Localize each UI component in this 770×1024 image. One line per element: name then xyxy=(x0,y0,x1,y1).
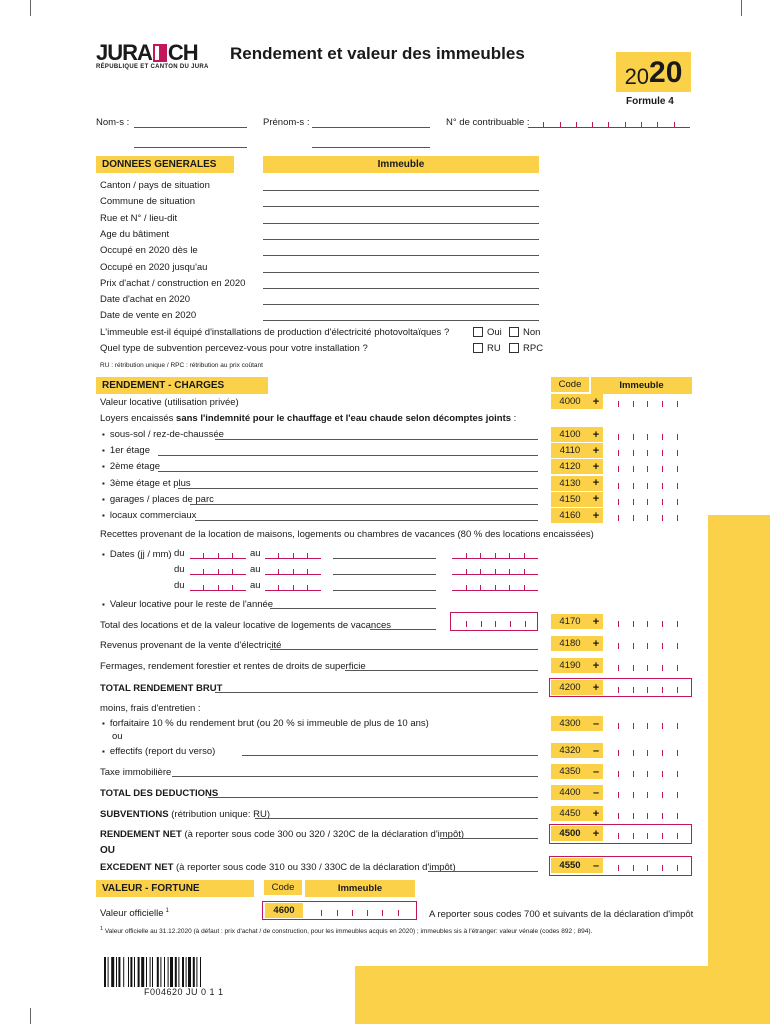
plus-sign: + xyxy=(589,826,603,841)
barcode-bar xyxy=(134,957,135,987)
effectifs-line xyxy=(242,755,538,756)
immeuble-header: Immeuble xyxy=(263,156,539,173)
total-locations-field[interactable] xyxy=(452,614,540,629)
floor-line xyxy=(178,488,538,489)
du-label: du xyxy=(174,548,185,559)
amount-4300-field[interactable] xyxy=(604,716,692,731)
general-row-field[interactable] xyxy=(263,288,539,289)
rpc-label: RPC xyxy=(523,343,544,354)
subvention-question: Quel type de subvention percevez-vous pour votre installation ? xyxy=(100,343,368,354)
oui-label: Oui xyxy=(487,327,502,338)
floor-code: 4150 xyxy=(551,492,589,507)
code-4600: 4600 xyxy=(265,903,303,918)
crop-mark xyxy=(30,0,31,16)
code-4400: 4400 xyxy=(551,785,589,800)
date-to-field[interactable] xyxy=(265,561,321,575)
valeur-immeuble-header: Immeuble xyxy=(305,880,415,897)
barcode-bar xyxy=(160,957,161,987)
crop-mark xyxy=(30,1008,31,1024)
date-row-amount-field[interactable] xyxy=(452,561,538,575)
barcode-bar xyxy=(116,957,117,987)
floor-label: ▪ 3ème étage et plus xyxy=(102,478,191,489)
floor-label: ▪ sous-sol / rez-de-chaussée xyxy=(102,429,224,440)
floor-line xyxy=(195,520,538,521)
code-4000: 4000 xyxy=(551,394,589,409)
barcode-bar xyxy=(150,957,151,987)
form-number: Formule 4 xyxy=(626,96,674,107)
general-row-field[interactable] xyxy=(263,223,539,224)
amount-4170-field[interactable] xyxy=(604,614,692,629)
barcode-bar xyxy=(130,957,132,987)
logo: JURA CH RÉPUBLIQUE ET CANTON DU JURA xyxy=(96,40,209,70)
barcode-bar xyxy=(178,957,179,987)
photovoltaic-question: L'immeuble est-il équipé d'installations de production d'électricité photovoltaïques ? xyxy=(100,327,450,338)
plus-sign: + xyxy=(589,636,603,651)
total-locations-label: Total des locations et de la valeur locative de logements de vacances xyxy=(100,620,391,631)
barcode-bar xyxy=(164,957,165,987)
general-row-label: Canton / pays de situation xyxy=(100,180,210,191)
subventions-line xyxy=(255,818,538,819)
plus-sign: + xyxy=(589,492,603,507)
side-accent xyxy=(708,515,770,1024)
plus-sign: + xyxy=(589,443,603,458)
valeur-officielle-label: Valeur officielle $^1$ xyxy=(100,908,169,920)
floor-amount-field[interactable] xyxy=(604,492,692,507)
barcode-bar xyxy=(182,957,184,987)
barcode-bar xyxy=(157,957,159,987)
page-title: Rendement et valeur des immeubles xyxy=(230,44,525,63)
floor-code: 4120 xyxy=(551,459,589,474)
au-label: au xyxy=(250,580,261,591)
au-label: au xyxy=(250,548,261,559)
fermages-label: Fermages, rendement forestier et rentes de droits de superficie xyxy=(100,661,366,672)
nom-field[interactable] xyxy=(134,127,247,128)
contribuable-field[interactable] xyxy=(528,114,690,128)
barcode-bar xyxy=(196,957,197,987)
amount-4320-field[interactable] xyxy=(604,743,692,758)
date-from-field[interactable] xyxy=(190,577,246,591)
barcode-bar xyxy=(128,957,129,987)
general-row-label: Age du bâtiment xyxy=(100,228,170,240)
floor-line xyxy=(158,455,538,456)
non-label: Non xyxy=(523,327,541,338)
barcode-bar xyxy=(200,957,201,987)
plus-sign: + xyxy=(589,394,603,409)
rendement-net-line xyxy=(440,838,538,839)
recettes-label: Recettes provenant de la location de maisons, logements ou chambres de vacances (80 % des locations encaissées) xyxy=(100,529,594,540)
year-badge: 20 20 xyxy=(616,52,691,92)
code-4300: 4300 xyxy=(551,716,589,731)
date-to-field[interactable] xyxy=(265,577,321,591)
amount-4350-field[interactable] xyxy=(604,764,692,779)
code-4200: 4200 xyxy=(551,680,589,695)
au-label: au xyxy=(250,564,261,575)
prenom-field[interactable] xyxy=(312,127,430,128)
floor-amount-field[interactable] xyxy=(604,427,692,442)
barcode-bar xyxy=(175,957,177,987)
date-row-line[interactable] xyxy=(333,590,436,591)
minus-sign: – xyxy=(589,764,603,779)
general-row-field[interactable] xyxy=(263,304,539,305)
date-row-amount-field[interactable] xyxy=(452,545,538,559)
barcode-bar xyxy=(168,957,169,987)
barcode-bar xyxy=(170,957,173,987)
floor-label: ▪ 1er étage xyxy=(102,445,150,456)
minus-sign: – xyxy=(589,858,603,873)
contribuable-label: N° de contribuable : xyxy=(446,117,530,128)
barcode-bar xyxy=(146,957,147,987)
date-from-field[interactable] xyxy=(190,545,246,559)
plus-sign: + xyxy=(589,508,603,523)
general-header: DONNEES GENERALES xyxy=(96,156,234,173)
floor-label: ▪ garages / places de parc xyxy=(102,494,214,505)
subvention-note: RU : rétribution unique / RPC : rétribution au prix coûtant xyxy=(100,362,263,369)
general-row-label: Prix d'achat / construction en 2020 xyxy=(100,277,246,289)
general-row-label: Date de vente en 2020 xyxy=(100,310,197,322)
rpc-checkbox[interactable] xyxy=(509,343,519,353)
barcode-bar xyxy=(138,957,140,987)
barcode-bar xyxy=(108,957,109,987)
footnote: $^1$ Valeur officielle au 31.12.2020 (à défaut : prix d'achat / de construction, pour les immeubles acquis en 2020) ; immeubles sis à l'étranger: valeur vénale (codes 892 ; 894). xyxy=(100,926,593,936)
valeur-locative-label: Valeur locative (utilisation privée) xyxy=(100,397,239,408)
barcode-bar xyxy=(118,957,120,987)
code-4170: 4170 xyxy=(551,614,589,629)
du-label: du xyxy=(174,564,185,575)
barcode-bar xyxy=(188,957,191,987)
jura-flag-icon xyxy=(153,44,167,62)
code-4180: 4180 xyxy=(551,636,589,651)
code-4450: 4450 xyxy=(551,806,589,821)
rendement-net-label: RENDEMENT NET (à reporter sous code 300 ou 320 / 320C de la déclaration d'impôt) xyxy=(100,829,465,840)
forfaitaire-label: ▪ forfaitaire 10 % du rendement brut (ou 20 % si immeuble de plus de 10 ans) xyxy=(102,718,429,729)
bottom-accent xyxy=(355,966,708,1024)
non-checkbox[interactable] xyxy=(509,327,519,337)
general-row-label: Occupé en 2020 jusqu'au xyxy=(100,261,208,273)
plus-sign: + xyxy=(589,680,603,695)
floor-code: 4160 xyxy=(551,508,589,523)
general-row-field[interactable] xyxy=(263,320,539,321)
plus-sign: + xyxy=(589,806,603,821)
plus-sign: + xyxy=(589,658,603,673)
effectifs-label: ▪ effectifs (report du verso) xyxy=(102,746,215,757)
code-4190: 4190 xyxy=(551,658,589,673)
general-row-label: Rue et N° / lieu-dit xyxy=(100,212,178,224)
amount-4180-field[interactable] xyxy=(604,636,692,651)
amount-4000-field[interactable] xyxy=(604,394,692,409)
code-4500: 4500 xyxy=(551,826,589,841)
total-deductions-line xyxy=(208,797,538,798)
date-row-line[interactable] xyxy=(333,558,436,559)
nom-label: Nom-s : xyxy=(96,117,130,128)
code-4350: 4350 xyxy=(551,764,589,779)
fermages-line xyxy=(345,670,538,671)
prenom-field-2[interactable] xyxy=(312,147,430,148)
barcode-bar xyxy=(186,957,187,987)
barcode-bar xyxy=(193,957,195,987)
general-row-label: Date d'achat en 2020 xyxy=(100,294,191,306)
loyers-label: Loyers encaissés sans l'indemnité pour le chauffage et l'eau chaude selon décomptes joints : xyxy=(100,413,517,424)
general-row-field[interactable] xyxy=(263,239,539,240)
plus-sign: + xyxy=(589,427,603,442)
report-note: A reporter sous codes 700 et suivants de la déclaration d'impôt xyxy=(429,909,694,920)
barcode-bar xyxy=(111,957,114,987)
amount-4190-field[interactable] xyxy=(604,658,692,673)
barcode-bar xyxy=(141,957,144,987)
valeur-reste-label: ▪ Valeur locative pour le reste de l'année xyxy=(102,599,273,610)
date-from-field[interactable] xyxy=(190,561,246,575)
revenus-elec-line xyxy=(270,649,538,650)
plus-sign: + xyxy=(589,476,603,491)
ou-separator: OU xyxy=(100,845,115,856)
floor-amount-field[interactable] xyxy=(604,508,692,523)
excedent-net-line xyxy=(428,871,538,872)
barcode-bar xyxy=(152,957,153,987)
floor-code: 4110 xyxy=(551,443,589,458)
code-4550: 4550 xyxy=(551,858,589,873)
floor-amount-field[interactable] xyxy=(604,476,692,491)
subventions-label: SUBVENTIONS (rétribution unique: RU) xyxy=(100,809,271,820)
revenus-elec-label: Revenus provenant de la vente d'électricité xyxy=(100,640,282,651)
taxe-label: Taxe immobilière xyxy=(100,767,172,778)
valeur-header: VALEUR - FORTUNE xyxy=(96,880,254,897)
amount-4400-field[interactable] xyxy=(604,785,692,800)
general-row-label: Commune de situation xyxy=(100,196,196,208)
general-row-field[interactable] xyxy=(263,206,539,207)
amount-4550-field[interactable] xyxy=(604,858,692,873)
general-row-field[interactable] xyxy=(263,272,539,273)
excedent-net-label: EXCEDENT NET (à reporter sous code 310 ou 330 / 330C de la déclaration d'impôt) xyxy=(100,862,456,873)
barcode-bar xyxy=(104,957,106,987)
total-brut-label: TOTAL RENDEMENT BRUT xyxy=(100,683,223,694)
taxe-line xyxy=(172,776,538,777)
floor-label: ▪ locaux commerciaux xyxy=(102,510,196,521)
minus-sign: – xyxy=(589,743,603,758)
ru-label: RU xyxy=(487,343,501,354)
floor-line xyxy=(215,439,538,440)
total-deductions-label: TOTAL DES DEDUCTIONS xyxy=(100,788,219,799)
total-brut-line xyxy=(215,692,538,693)
total-locations-line xyxy=(370,629,436,630)
floor-amount-field[interactable] xyxy=(604,459,692,474)
plus-sign: + xyxy=(589,459,603,474)
amount-4600-field[interactable] xyxy=(307,903,413,918)
barcode xyxy=(104,957,242,987)
valeur-code-header: Code xyxy=(264,880,302,895)
barcode-bar xyxy=(123,957,124,987)
rendement-header: RENDEMENT - CHARGES xyxy=(96,377,268,394)
ou-label: ou xyxy=(112,731,123,742)
date-row-line[interactable] xyxy=(333,574,436,575)
floor-label: ▪ 2ème étage xyxy=(102,461,160,472)
ru-checkbox[interactable] xyxy=(473,343,483,353)
moins-label: moins, frais d'entretien : xyxy=(100,703,201,714)
floor-amount-field[interactable] xyxy=(604,443,692,458)
valeur-reste-line[interactable] xyxy=(270,608,436,609)
general-row-field[interactable] xyxy=(263,255,539,256)
immeuble-col-header: Immeuble xyxy=(591,377,692,394)
general-row-field[interactable] xyxy=(263,190,539,191)
minus-sign: – xyxy=(589,785,603,800)
amount-4450-field[interactable] xyxy=(604,806,692,821)
oui-checkbox[interactable] xyxy=(473,327,483,337)
dates-label: ▪ Dates (jj / mm) xyxy=(102,549,172,560)
code-4320: 4320 xyxy=(551,743,589,758)
du-label: du xyxy=(174,580,185,591)
prenom-label: Prénom-s : xyxy=(263,117,310,128)
minus-sign: – xyxy=(589,716,603,731)
floor-line xyxy=(190,504,538,505)
general-row-label: Occupé en 2020 dès le xyxy=(100,245,198,257)
amount-4500-field[interactable] xyxy=(604,826,692,841)
floor-line xyxy=(158,471,538,472)
amount-4200-field[interactable] xyxy=(604,680,692,695)
date-to-field[interactable] xyxy=(265,545,321,559)
crop-mark xyxy=(741,0,742,16)
plus-sign: + xyxy=(589,614,603,629)
date-row-amount-field[interactable] xyxy=(452,577,538,591)
floor-code: 4100 xyxy=(551,427,589,442)
nom-field-2[interactable] xyxy=(134,147,247,148)
barcode-text: F004620 JU 0 1 1 xyxy=(144,987,224,997)
code-header: Code xyxy=(551,377,589,392)
floor-code: 4130 xyxy=(551,476,589,491)
